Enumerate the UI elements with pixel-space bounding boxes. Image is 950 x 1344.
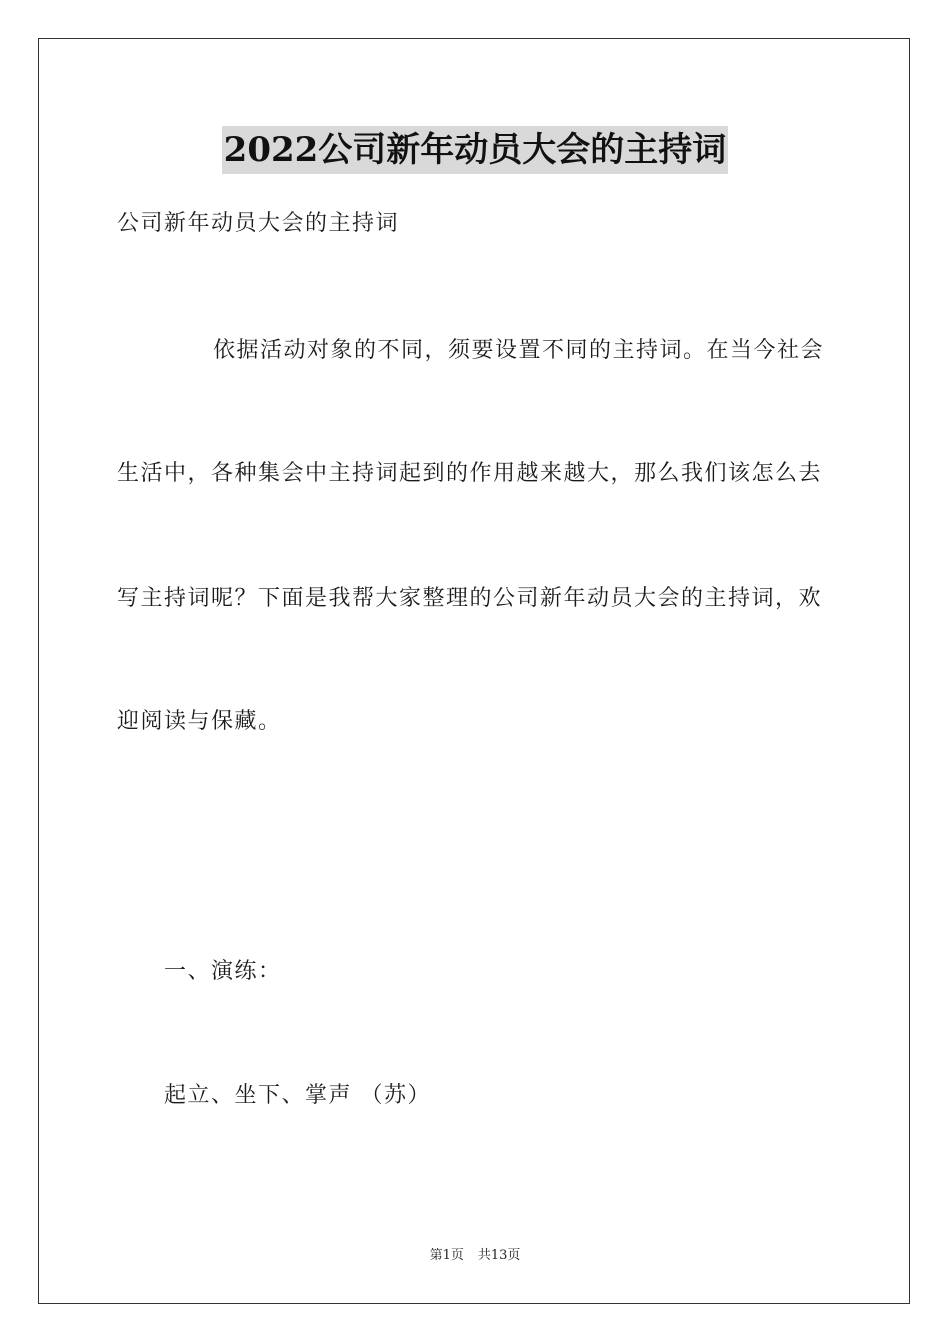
title-container	[0, 126, 950, 174]
section-line: 起立、坐下、掌声 （苏）	[164, 1083, 431, 1108]
paragraph-line: 依据活动对象的不同，须要设置不同的主持词。在当今社会	[213, 338, 825, 363]
document-subtitle: 公司新年动员大会的主持词	[117, 211, 400, 236]
page-footer	[0, 1246, 950, 1266]
section-heading: 一、演练：	[164, 959, 282, 984]
paragraph-line: 写主持词呢？下面是我帮大家整理的公司新年动员大会的主持词，欢	[117, 586, 823, 611]
paragraph-line: 生活中，各种集会中主持词起到的作用越来越大，那么我们该怎么去	[117, 461, 823, 486]
page-number-total: 共13页	[477, 1248, 521, 1263]
paragraph-line: 迎阅读与保藏。	[117, 709, 282, 734]
document-title: 2022公司新年动员大会的主持词	[222, 126, 729, 174]
page-number-current: 第1页	[429, 1248, 464, 1263]
